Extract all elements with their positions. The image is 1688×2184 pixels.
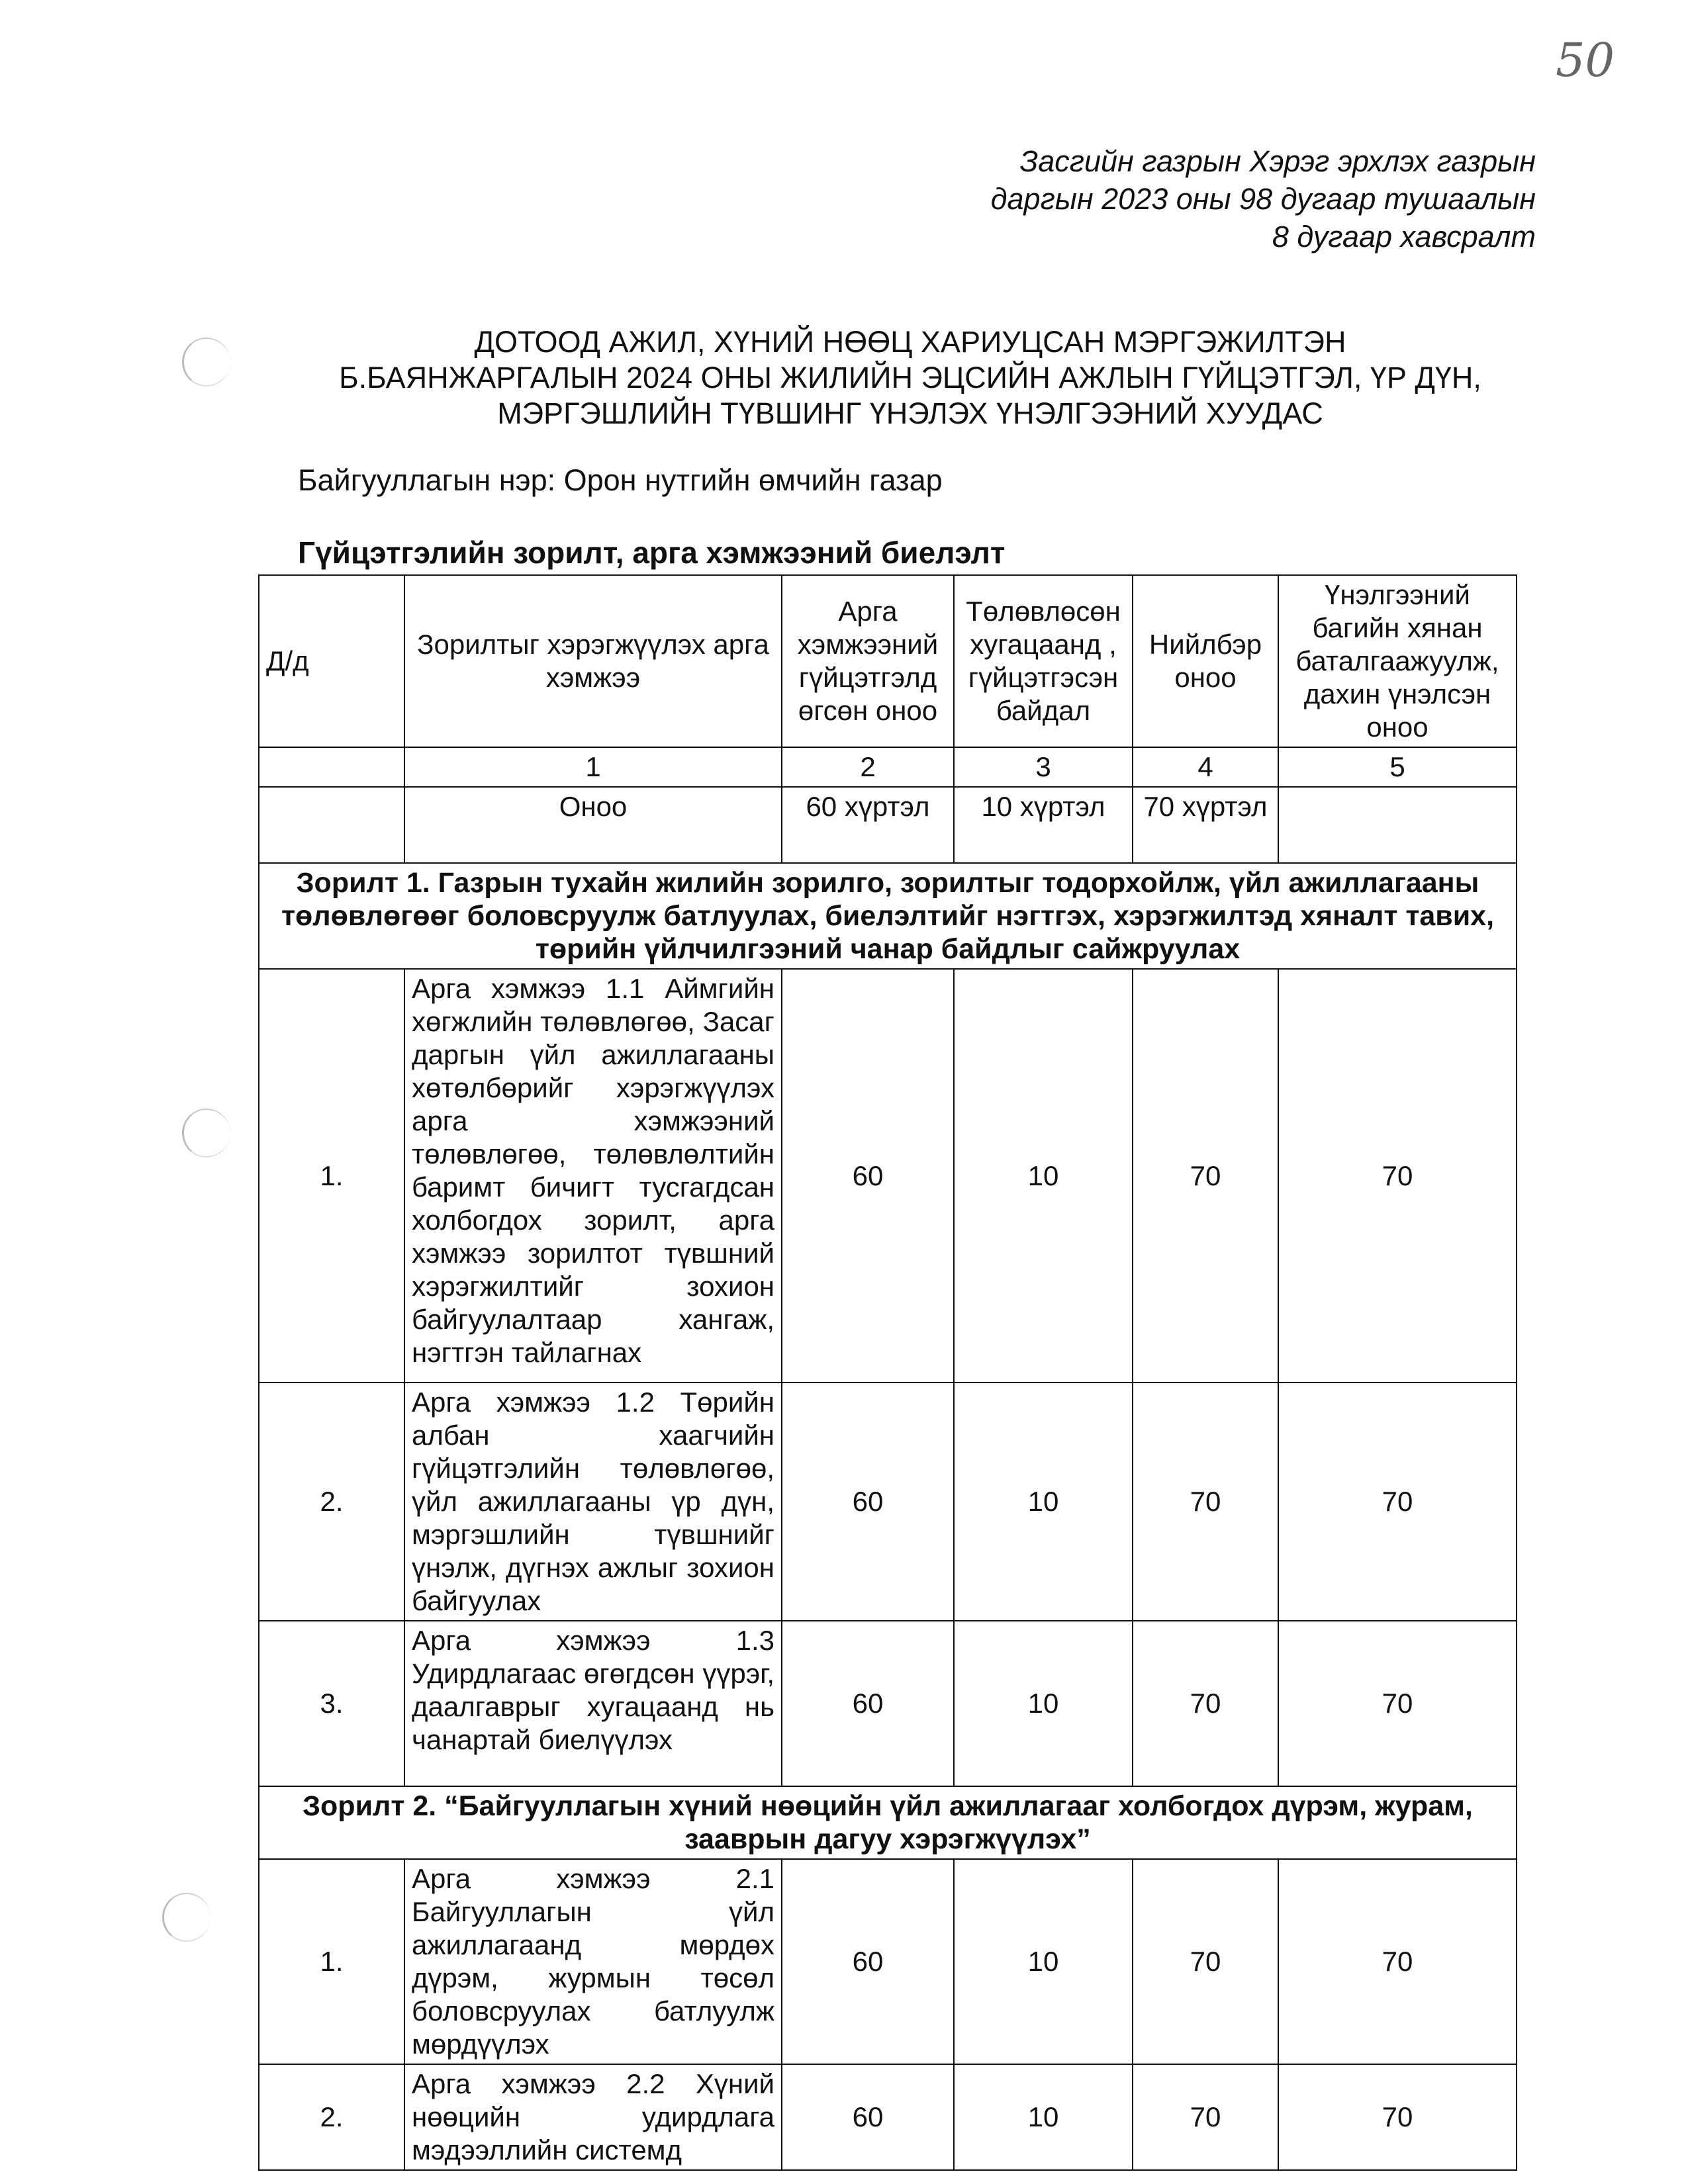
total-cell: 70	[1133, 1621, 1278, 1786]
points-max-score: 60 хүртэл	[782, 787, 954, 863]
goal-row	[259, 1786, 1517, 1859]
evaluation-table	[258, 574, 1517, 2171]
punch-hole	[182, 338, 230, 387]
annex-line: 8 дугаар хавсралт	[1272, 220, 1536, 253]
header-total: Нийлбэр оноо	[1133, 575, 1278, 747]
timeliness-cell: 10	[954, 1621, 1133, 1786]
header-timeliness: Төлөвлөсөн хугацаанд , гүйцэтгэсэн байдал	[954, 575, 1133, 747]
column-number: 2	[782, 747, 954, 787]
measure-text: Арга хэмжээ 1.1 Аймгийн хөгжлийн төлөвлөгөө, Засаг даргын үйл ажиллагааны хөтөлбөрийг хэрэгжүүлэх арга хэмжээний төлөвлөгөө, төлөвлөлтийн баримт бичигт тусгагдсан холбогдох зорилт, арга хэмжээ зорилтот түвшний хэрэгжилтийг зохион байгуулалтаар хангаж, нэгтгэн тайлагнах	[404, 969, 782, 1383]
row-number: 2.	[259, 2064, 404, 2170]
table-row	[259, 1383, 1517, 1621]
table-row	[259, 1859, 1517, 2064]
table-row	[259, 1621, 1517, 1786]
points-max-review	[1278, 787, 1517, 863]
goal-title: Зорилт 1. Газрын тухайн жилийн зорилго, зорилтыг тодорхойлж, үйл ажиллагааны төлөвлөгөөг боловсруулж батлуулах, биелэлтийг нэгтгэх, хэрэгжилтэд хяналт тавих, төрийн үйлчилгээний чанар байдлыг сайжруулах	[259, 863, 1517, 969]
annex-line: даргын 2023 оны 98 дугаар тушаалын	[990, 182, 1536, 216]
review-cell: 70	[1278, 1621, 1517, 1786]
header-no: Д/д	[259, 575, 404, 747]
measure-text: Арга хэмжээ 1.2 Төрийн албан хаагчийн гүйцэтгэлийн төлөвлөгөө, үйл ажиллагааны үр дүн, мэргэшлийн түвшнийг үнэлж, дүгнэх ажлыг зохион байгуулах	[404, 1383, 782, 1621]
row-number: 3.	[259, 1621, 404, 1786]
title-line: ДОТООД АЖИЛ, ХҮНИЙ НӨӨЦ ХАРИУЦСАН МЭРГЭЖИЛТЭН	[474, 325, 1346, 359]
timeliness-cell: 10	[954, 969, 1133, 1383]
score-cell: 60	[782, 2064, 954, 2170]
total-cell: 70	[1133, 1859, 1278, 2064]
row-number: 2.	[259, 1383, 404, 1621]
table-cell	[259, 787, 404, 863]
header-review: Үнэлгээний багийн хянан баталгаажуулж, дахин үнэлсэн оноо	[1278, 575, 1517, 747]
score-cell: 60	[782, 1621, 954, 1786]
review-cell: 70	[1278, 2064, 1517, 2170]
column-number: 1	[404, 747, 782, 787]
score-cell: 60	[782, 969, 954, 1383]
table-row	[259, 969, 1517, 1383]
row-number: 1.	[259, 1859, 404, 2064]
section-title: Гүйцэтгэлийн зорилт, арга хэмжээний биелэлт	[298, 535, 1006, 570]
row-number: 1.	[259, 969, 404, 1383]
points-label: Оноо	[404, 787, 782, 863]
score-cell: 60	[782, 1383, 954, 1621]
punch-hole	[162, 1893, 211, 1942]
header-measure: Зорилтыг хэрэгжүүлэх арга хэмжээ	[404, 575, 782, 747]
column-number: 5	[1278, 747, 1517, 787]
organization-name: Байгууллагын нэр: Орон нутгийн өмчийн газар	[298, 463, 943, 497]
title-line: Б.БАЯНЖАРГАЛЫН 2024 ОНЫ ЖИЛИЙН ЭЦСИЙН АЖЛЫН ГҮЙЦЭТГЭЛ, ҮР ДҮН,	[339, 361, 1481, 394]
punch-hole	[182, 1109, 230, 1158]
document-title	[265, 324, 1556, 432]
review-cell: 70	[1278, 1859, 1517, 2064]
timeliness-cell: 10	[954, 2064, 1133, 2170]
goal-title: Зорилт 2. “Байгууллагын хүний нөөцийн үйл ажиллагааг холбогдох дүрэм, журам, зааврын дагуу хэрэгжүүлэх”	[259, 1786, 1517, 1859]
total-cell: 70	[1133, 969, 1278, 1383]
review-cell: 70	[1278, 1383, 1517, 1621]
column-number	[259, 747, 404, 787]
points-max-total: 70 хүртэл	[1133, 787, 1278, 863]
column-number: 3	[954, 747, 1133, 787]
column-number: 4	[1133, 747, 1278, 787]
header-score: Арга хэмжээний гүйцэтгэлд өгсөн оноо	[782, 575, 954, 747]
total-cell: 70	[1133, 1383, 1278, 1621]
review-cell: 70	[1278, 969, 1517, 1383]
table-row	[259, 2064, 1517, 2170]
measure-text: Арга хэмжээ 2.2 Хүний нөөцийн удирдлага мэдээллийн системд	[404, 2064, 782, 2170]
title-line: МЭРГЭШЛИЙН ТҮВШИНГ ҮНЭЛЭХ ҮНЭЛГЭЭНИЙ ХУУДАС	[497, 396, 1323, 430]
header-row	[259, 575, 1517, 747]
measure-text: Арга хэмжээ 1.3 Удирдлагаас өгөгдсөн үүрэг, даалгаврыг хугацаанд нь чанартай биелүүлэх	[404, 1621, 782, 1786]
score-cell: 60	[782, 1859, 954, 2064]
points-max-timeliness: 10 хүртэл	[954, 787, 1133, 863]
annex-line: Засгийн газрын Хэрэг эрхлэх газрын	[1019, 144, 1536, 178]
goal-row	[259, 863, 1517, 969]
total-cell: 70	[1133, 2064, 1278, 2170]
measure-text: Арга хэмжээ 2.1 Байгууллагын үйл ажиллагаанд мөрдөх дүрэм, журмын төсөл боловсруулах батлуулж мөрдүүлэх	[404, 1859, 782, 2064]
timeliness-cell: 10	[954, 1859, 1133, 2064]
points-row	[259, 787, 1517, 863]
annex-reference	[991, 142, 1536, 255]
timeliness-cell: 10	[954, 1383, 1133, 1621]
column-number-row	[259, 747, 1517, 787]
handwritten-page-number: 50	[1556, 33, 1615, 87]
